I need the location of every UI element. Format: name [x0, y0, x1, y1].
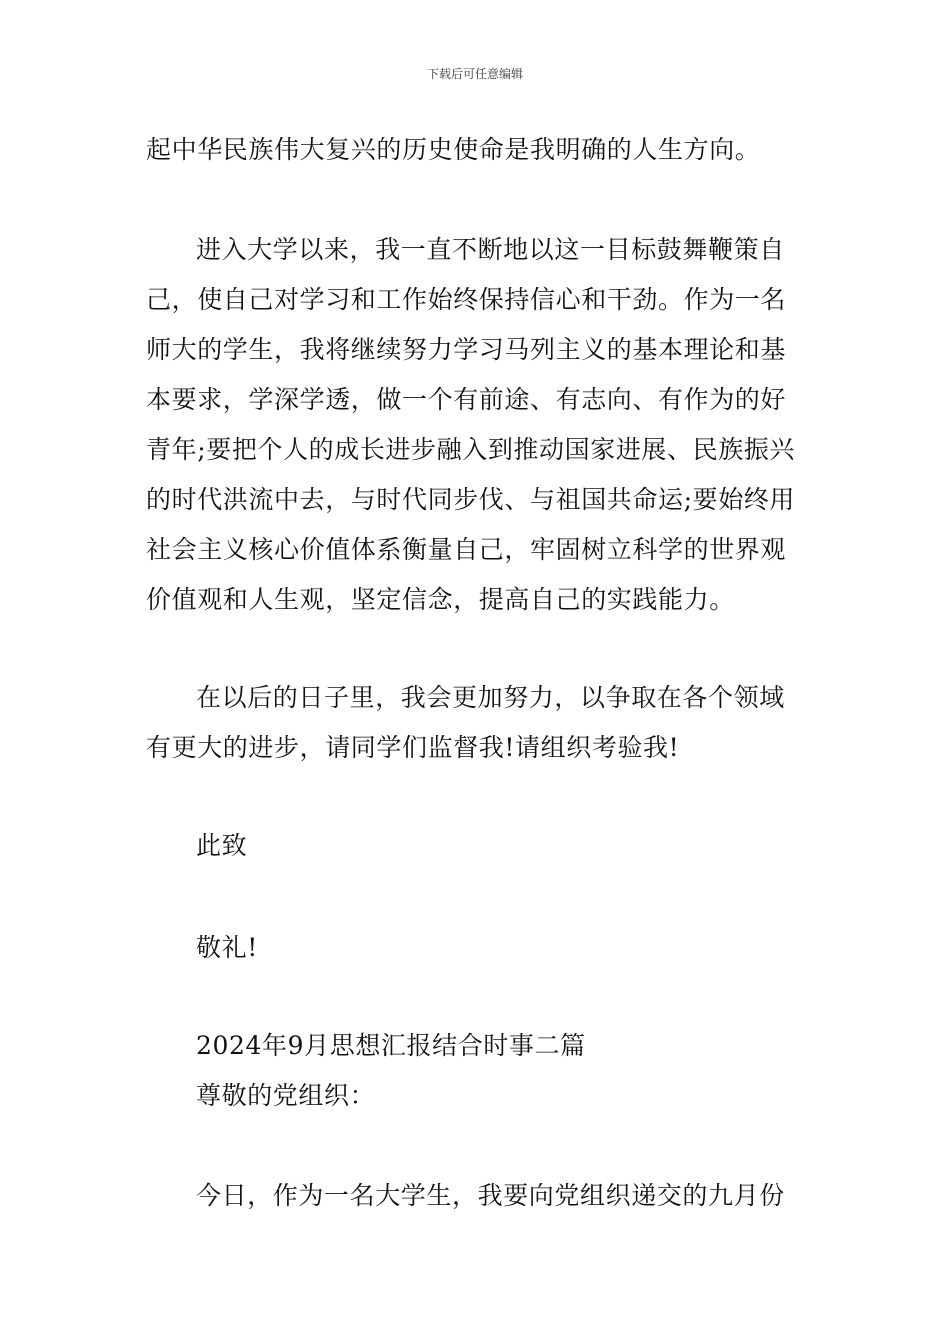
text-line: 价值观和人生观，坚定信念，提高自己的实践能力。 [146, 585, 735, 614]
paragraph-first-line: 在以后的日子里，我会更加努力，以争取在各个领域 [196, 683, 785, 712]
paragraph-first-line: 今日，作为一名大学生，我要向党组织递交的九月份 [196, 1181, 785, 1210]
salutation: 尊敬的党组织： [196, 1081, 376, 1110]
closing-regards: 敬礼! [196, 933, 258, 962]
text-line: 师大的学生，我将继续努力学习马列主义的基本理论和基 [146, 335, 787, 364]
text-line: 的时代洪流中去，与时代同步伐、与祖国共命运;要始终用 [146, 485, 796, 514]
closing-salutation: 此致 [196, 831, 248, 860]
text-line: 本要求，学深学透，做一个有前途、有志向、有作为的好 [146, 385, 787, 414]
text-line: 起中华民族伟大复兴的历史使命是我明确的人生方向。 [146, 135, 761, 164]
paragraph-first-line: 进入大学以来，我一直不断地以这一目标鼓舞鞭策自 [196, 235, 785, 264]
text-line: 己，使自己对学习和工作始终保持信心和干劲。作为一名 [146, 285, 787, 314]
document-title: 2024年9月思想汇报结合时事二篇 [196, 1031, 586, 1060]
text-line: 社会主义核心价值体系衡量自己，牢固树立科学的世界观 [146, 535, 787, 564]
page-header: 下载后可任意编辑 [426, 67, 523, 81]
text-line: 有更大的进步，请同学们监督我!请组织考验我! [146, 733, 680, 762]
text-line: 青年;要把个人的成长进步融入到推动国家进展、民族振兴 [146, 435, 796, 464]
